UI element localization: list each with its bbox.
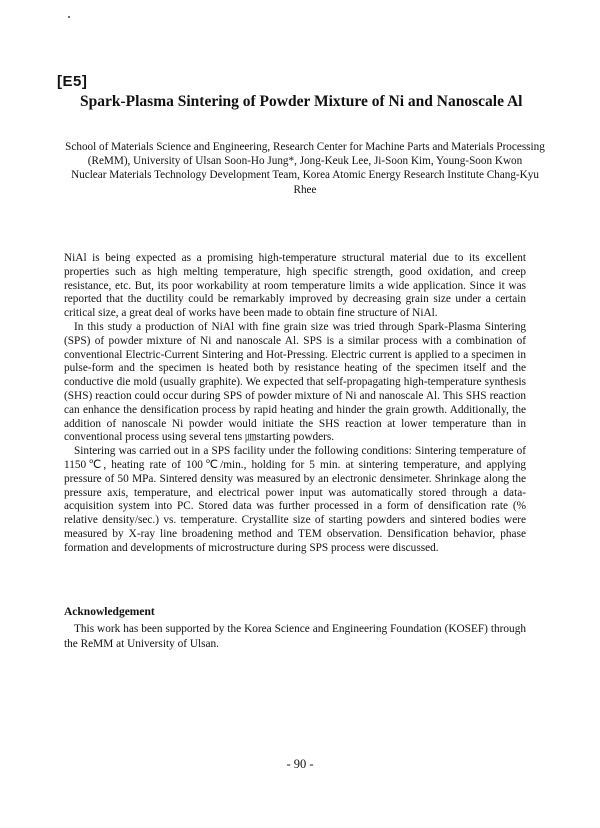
acknowledgement-text: This work has been supported by the Korea Science and Engineering Foundation (KOSEF) through the ReMM at University of Ulsan. [64,623,526,650]
abstract-body [64,252,526,556]
acknowledgement-heading: Acknowledgement [64,606,155,618]
paragraph: In this study a production of NiAl with fine grain size was tried through Spark-Plasma Sintering (SPS) of powder mixture of Ni and nanoscale Al. SPS is a similar process with a combination of conventional Electric-Current Sintering and Hot-Pressing. Electric current is applied to a specimen in pulse-form and the specimen is heated both by resistance heating of the specimen itself and the conductive die mold (usually graphite). We expected that self-propagating high-temperature synthesis (SHS) reaction could occur during SPS of powder mixture of Ni and nanoscale Al. This SHS reaction can enhance the densification process by rapid heating and hinder the grain growth. Additionally, the addition of nanoscale Ni powder would initiate the SHS reaction at lower temperature than in conventional process using several tens ㎛starting powders. [64,320,526,444]
affiliations-block [60,140,550,197]
scan-speck [68,16,70,18]
section-label: [E5] [57,73,88,90]
paper-title: Spark-Plasma Sintering of Powder Mixture of Ni and Nanoscale Al [80,93,523,110]
paragraph: Sintering was carried out in a SPS facility under the following conditions: Sintering temperature of 1150℃, heating rate of 100℃/min., holding for 5 min. at sintering temperature, and applying pressure of 50 MPa. Sintered density was measured by an electronic densimeter. Shrinkage along the pressure axis, temperature, and electrical power input was automatically stored through a data-acquisition system into PC. Stored data was further processed in a form of densification rate (% relative density/sec.) vs. temperature. Crystallite size of starting powders and sintered bodies were measured by X-ray line broadening method and TEM observation. Densification behavior, phase formation and developments of microstructure during SPS process were discussed. [64,445,526,554]
page-number: - 90 - [286,757,314,771]
affiliation-line: Nuclear Materials Technology Development Team, Korea Atomic Energy Research Institute Chang-Kyu Rhee [71,169,539,196]
paragraph: NiAl is being expected as a promising high-temperature structural material due to its excellent properties such as high melting temperature, high specific strength, good oxidation, and creep resistance, etc. But, its poor workability at room temperature limits a wide application. Since it was reported that the ductility could be remarkably improved by decreasing grain size under a certain critical size, a great deal of works have been made to obtain fine structure of NiAl. [64,252,526,320]
affiliation-line: School of Materials Science and Engineering, Research Center for Machine Parts and Materials Processing (ReMM), University of Ulsan Soon-Ho Jung*, Jong-Keuk Lee, Ji-Soon Kim, Young-Soon Kwon [65,141,545,168]
